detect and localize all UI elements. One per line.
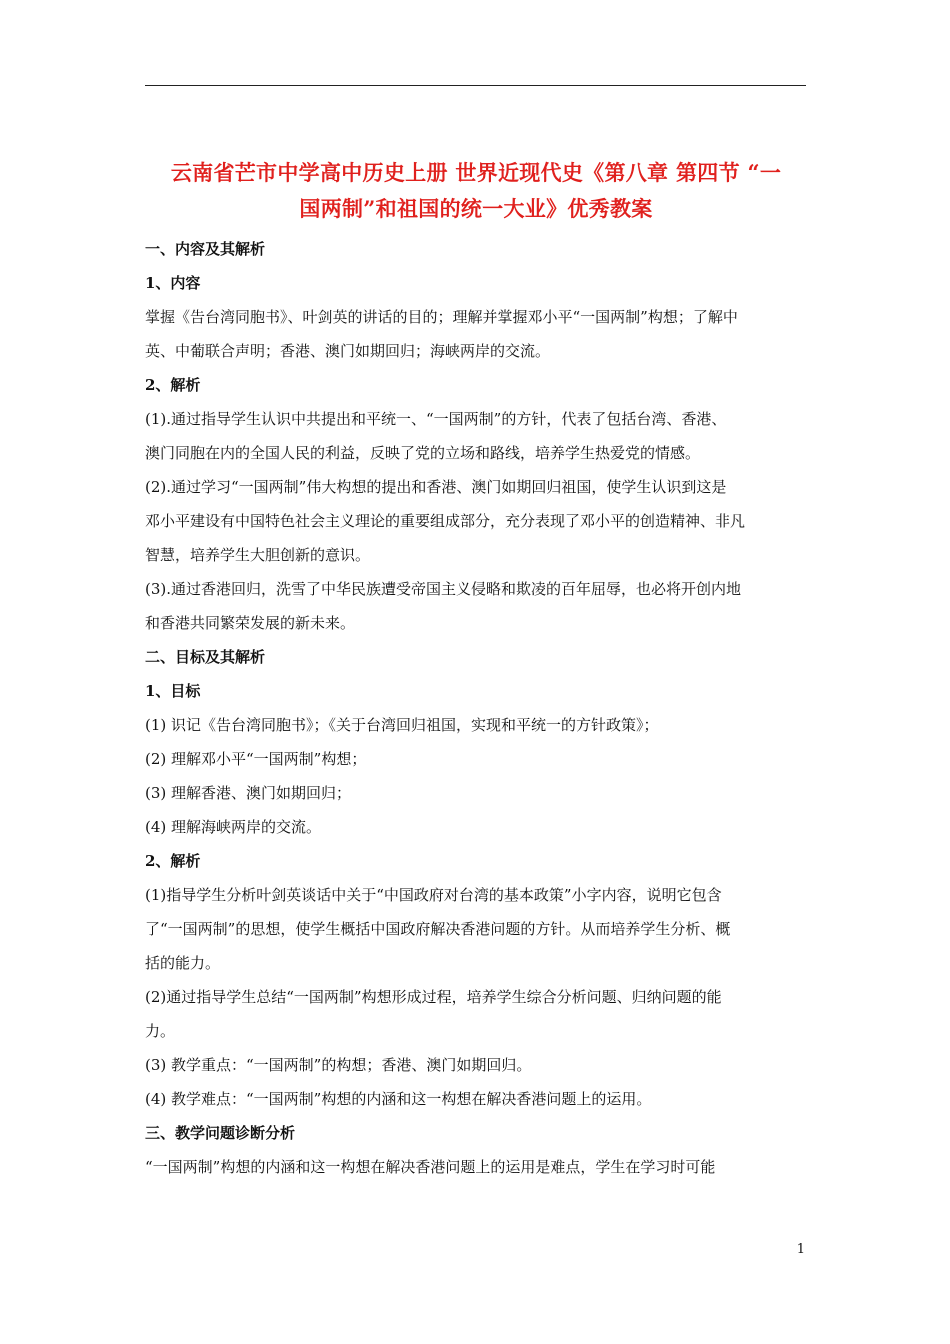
body-line: (2) 理解邓小平“一国两制”构想； <box>145 750 367 768</box>
body-line: 括的能力。 <box>145 954 221 972</box>
body-line: (3) 理解香港、澳门如期回归； <box>145 784 352 802</box>
body-line: 英、中葡联合声明；香港、澳门如期回归；海峡两岸的交流。 <box>145 342 551 360</box>
body-line: (1).通过指导学生认识中共提出和平统一、“一国两制”的方针，代表了包括台湾、香港、 <box>145 410 727 428</box>
body-line: (3) 教学重点：“一国两制”的构想；香港、澳门如期回归。 <box>145 1056 532 1074</box>
body-line: 掌握《告台湾同胞书》、叶剑英的讲话的目的；理解并掌握邓小平“一国两制”构想；了解中 <box>145 308 738 326</box>
body-line: 力。 <box>145 1022 176 1040</box>
section-heading: 二、目标及其解析 <box>145 648 266 666</box>
page-number: 1 <box>796 1242 805 1257</box>
title-line-2: 国两制”和祖国的统一大业》优秀教案 <box>299 196 653 221</box>
body-line: (2).通过学习“一国两制”伟大构想的提出和香港、澳门如期回归祖国，使学生认识到这是 <box>145 478 727 496</box>
title-line-1: 云南省芒市中学高中历史上册 世界近现代史《第八章 第四节 “一 <box>170 160 782 185</box>
body-line: 邓小平建设有中国特色社会主义理论的重要组成部分，充分表现了邓小平的创造精神、非凡 <box>145 512 746 530</box>
section-heading: 2、解析 <box>145 852 201 870</box>
body-line: (4) 教学难点：“一国两制”构想的内涵和这一构想在解决香港问题上的运用。 <box>145 1090 652 1108</box>
body-line: (2)通过指导学生总结“一国两制”构想形成过程，培养学生综合分析问题、归纳问题的能 <box>145 988 722 1006</box>
section-heading: 一、内容及其解析 <box>145 240 266 258</box>
body-line: “一国两制”构想的内涵和这一构想在解决香港问题上的运用是难点，学生在学习时可能 <box>145 1158 716 1176</box>
body-line: (4) 理解海峡两岸的交流。 <box>145 818 322 836</box>
section-heading: 1、目标 <box>145 682 201 700</box>
section-heading: 1、内容 <box>145 274 201 292</box>
section-heading: 三、教学问题诊断分析 <box>145 1124 296 1142</box>
document-body <box>145 232 807 1184</box>
section-heading: 2、解析 <box>145 376 201 394</box>
body-line: 和香港共同繁荣发展的新未来。 <box>145 614 356 632</box>
body-line: (1)指导学生分析叶剑英谈话中关于“中国政府对台湾的基本政策”小字内容，说明它包含 <box>145 886 722 904</box>
body-line: 智慧，培养学生大胆创新的意识。 <box>145 546 371 564</box>
body-line: (1) 识记《告台湾同胞书》；《关于台湾回归祖国，实现和平统一的方针政策》； <box>145 716 659 734</box>
body-line: 了“一国两制”的思想，使学生概括中国政府解决香港问题的方针。从而培养学生分析、概 <box>145 920 731 938</box>
body-line: (3).通过香港回归，洗雪了中华民族遭受帝国主义侵略和欺凌的百年屈辱，也必将开创内地 <box>145 580 742 598</box>
body-line: 澳门同胞在内的全国人民的利益，反映了党的立场和路线，培养学生热爱党的情感。 <box>145 444 701 462</box>
header-rule <box>145 85 806 86</box>
document-title <box>140 155 812 227</box>
